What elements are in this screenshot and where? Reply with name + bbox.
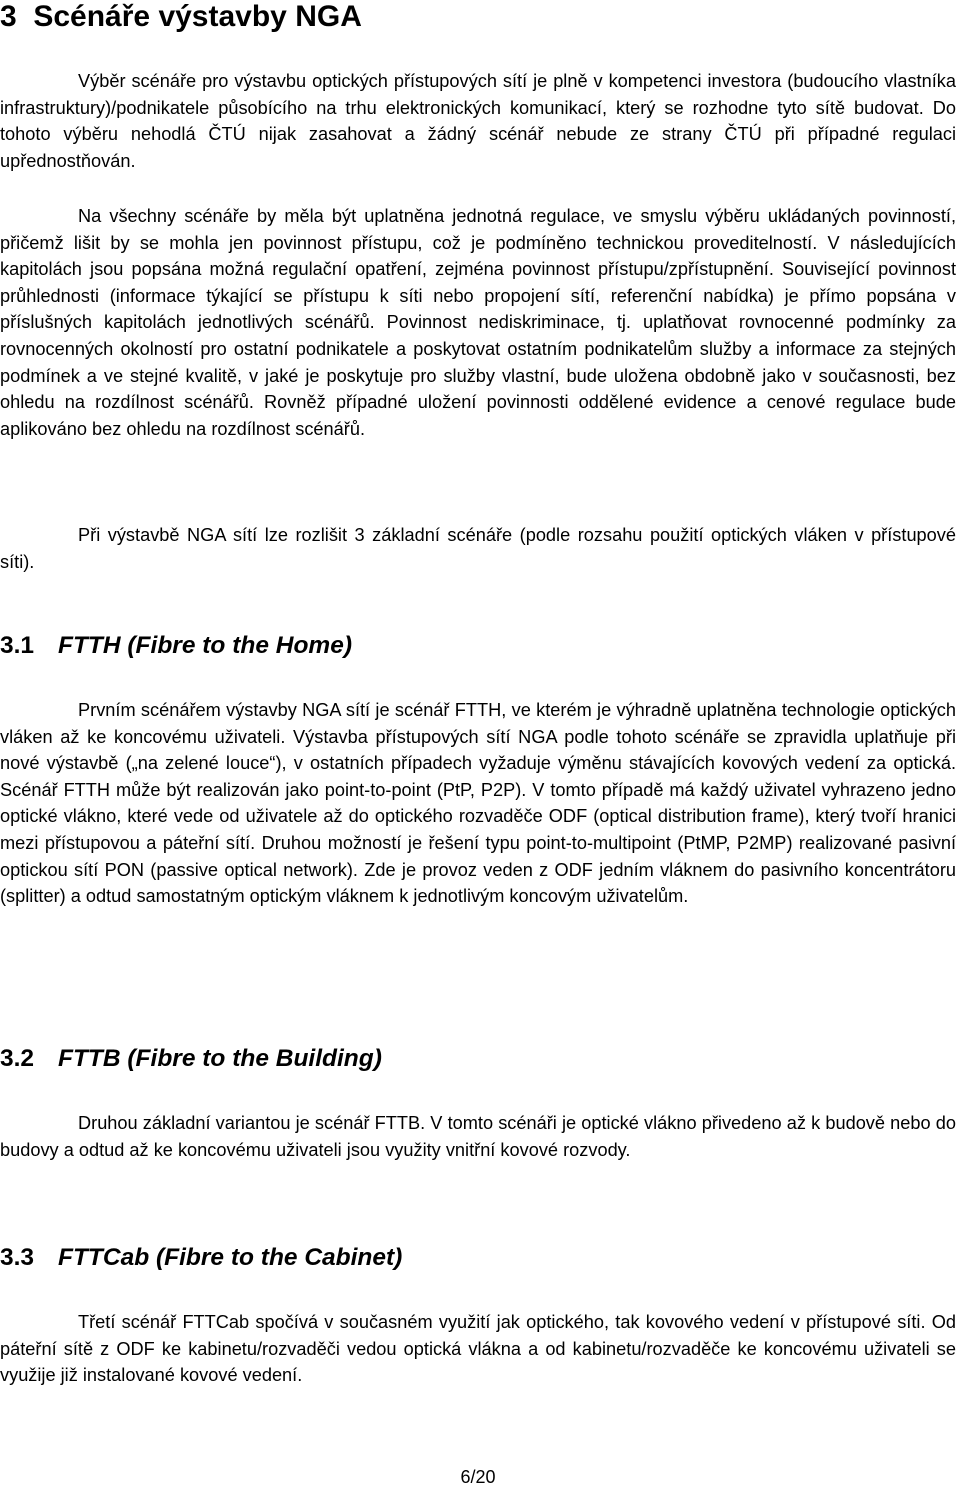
section-heading-text: FTTB (Fibre to the Building)	[58, 1045, 382, 1072]
section-title-fttcab	[0, 1243, 960, 1273]
section-body-fttb: Druhou základní variantou je scénář FTTB. V tomto scénáři je optické vlákno přivedeno až k budově nebo do budovy a odtud až ke koncovému uživateli jsou využity vnitřní kovové rozvody.	[0, 1113, 956, 1160]
intro-paragraph-2: Na všechny scénáře by měla být uplatněna jednotná regulace, ve smyslu výběru ukládaných povinností, přičemž lišit by se mohla jen povinnost přístupu, což je podmíněno technickou proveditelností. V následujících kapitolách jsou popsána možná regulační opatření, zejména povinnost přístupu/zpřístupnění. Související povinnost průhlednosti (informace týkající se přístupu k síti nebo propojení sítí, referenční nabídka) je přímo popsána v příslušných kapitolách jednotlivých scénářů. Povinnost nediskriminace, tj. uplatňovat rovnocenné podmínky za rovnocenných okolností pro ostatní podnikatele a poskytovat ostatním podnikatelům služby a informace za stejných podmínek a ve stejné kvalitě, v jaké je poskytuje pro služby vlastní, bude uložena obdobně jako v současnosti, bez ohledu na rozdílnost scénářů. Rovněž případné uložení povinnosti oddělené evidence a cenové regulace bude aplikováno bez ohledu na rozdílnost scénářů.	[0, 206, 956, 439]
section-heading-text: FTTH (Fibre to the Home)	[58, 632, 352, 659]
intro-paragraph-1: Výběr scénáře pro výstavbu optických přístupových sítí je plně v kompetenci investora (budoucího vlastníka infrastruktury)/podnikatele působícího na trhu elektronických komunikací, který se rozhodne tyto sítě budovat. Do tohoto výběru nehodlá ČTÚ nijak zasahovat a žádný scénář nebude ze strany ČTÚ při případné regulaci upřednostňován.	[0, 71, 956, 171]
section-body-fttcab: Třetí scénář FTTCab spočívá v současném využití jak optického, tak kovového vedení v přístupové síti. Od páteřní sítě z ODF ke kabinetu/rozvaděči vedou optická vlákna a od kabinetu/rozvaděče ke koncovému uživateli se využije již instalované kovové vedení.	[0, 1312, 956, 1386]
section-title-ftth	[0, 631, 960, 661]
section-heading-text: FTTCab (Fibre to the Cabinet)	[58, 1244, 403, 1271]
section-title-fttb	[0, 1044, 960, 1074]
section-number: 3.3	[0, 1244, 35, 1271]
section-number: 3.1	[0, 632, 35, 659]
section-number: 3.2	[0, 1045, 35, 1072]
section-body-ftth: Prvním scénářem výstavby NGA sítí je scénář FTTH, ve kterém je výhradně uplatněna technologie optických vláken až ke koncovému uživateli. Výstavba přístupových sítí NGA podle tohoto scénáře se zpravidla uplatňuje při nové výstavbě („na zelené louce“), v ostatních případech vyžaduje výměnu stávajících kovových vedení za optická. Scénář FTTH může být realizován jako point-to-point (PtP, P2P). V tomto případě má každý uživatel vyhrazeno jedno optické vlákno, které vede od uživatele až do optického rozvaděče ODF (optical distribution frame), který tvoří hranici mezi přístupovou a páteřní sítí. Druhou možností je řešení typu point-to-multipoint (PtMP, P2MP) realizované pasivní optickou sítí PON (passive optical network). Zde je provoz veden z ODF jedním vláknem do pasivního koncentrátoru (splitter) a odtud samostatným optickým vláknem k jednotlivým koncovým uživatelům.	[0, 700, 956, 907]
chapter-title: 3 Scénáře výstavby NGA	[0, 0, 362, 33]
page-number: 6/20	[460, 1467, 496, 1487]
intro-paragraph-3: Při výstavbě NGA sítí lze rozlišit 3 základní scénáře (podle rozsahu použití optických vláken v přístupové síti).	[0, 525, 956, 572]
